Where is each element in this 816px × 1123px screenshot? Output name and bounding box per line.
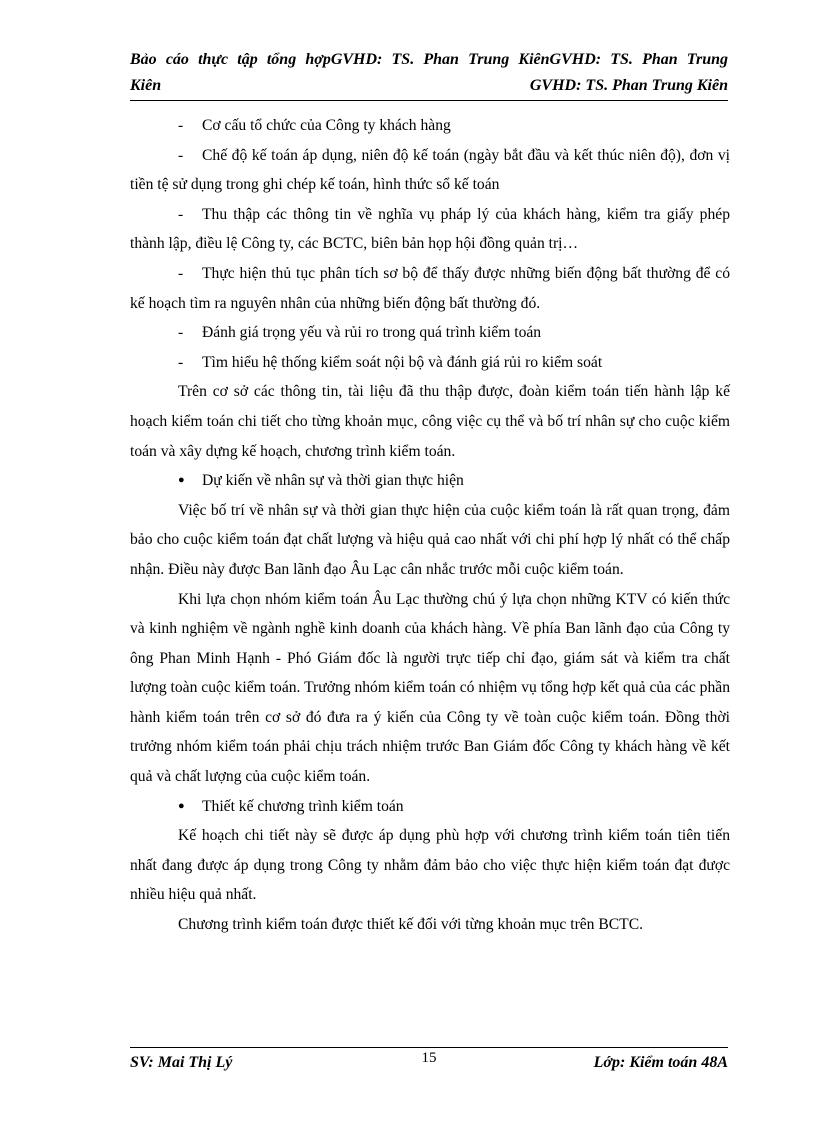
list-item-text: Thu thập các thông tin về nghĩa vụ pháp lý của khách hàng, kiểm tra giấy phép thành lập, điều lệ Công ty, các BCTC, biên bản họp hội đồng quản trị… (130, 205, 730, 253)
bullet-heading (130, 466, 730, 496)
paragraph: Việc bố trí về nhân sự và thời gian thực hiện của cuộc kiểm toán là rất quan trọng, đảm bảo cho cuộc kiểm toán đạt chất lượng và hiệu quả cao nhất với chi phí hợp lý nhất có thể chấp nhận. Điều này được Ban lãnh đạo Âu Lạc cân nhắc trước mỗi cuộc kiểm toán. (130, 501, 730, 578)
dash-marker: - (178, 264, 184, 282)
bullet-heading-text: Dự kiến về nhân sự và thời gian thực hiện (202, 472, 464, 490)
page-footer (130, 1050, 728, 1076)
footer-class: Lớp: Kiểm toán 48A (593, 1054, 728, 1071)
dash-marker: - (178, 353, 184, 371)
list-item (130, 200, 730, 259)
bullet-heading-text: Thiết kế chương trình kiểm toán (202, 797, 404, 815)
bullet-icon: ● (178, 474, 185, 487)
dash-marker: - (178, 324, 184, 342)
footer-student: SV: Mai Thị Lý (130, 1054, 233, 1071)
list-item (130, 111, 730, 141)
paragraph: Khi lựa chọn nhóm kiểm toán Âu Lạc thường chú ý lựa chọn những KTV có kiến thức và kinh nghiệm về ngành nghề kinh doanh của khách hàng. Về phía Ban lãnh đạo của Công ty ông Phan Minh Hạnh - Phó Giám đốc là người trực tiếp chỉ đạo, giám sát và kiểm tra chất lượng toàn cuộc kiểm toán. Trưởng nhóm kiểm toán có nhiệm vụ tổng hợp kết quả của các phần hành kiểm toán trên cơ sở đó đưa ra ý kiến của Công ty về toàn cuộc kiểm toán. Đồng thời trưởng nhóm kiểm toán phải chịu trách nhiệm trước Ban Giám đốc Công ty khách hàng về kết quả và chất lượng của cuộc kiểm toán. (130, 590, 730, 786)
list-item-text: Thực hiện thủ tục phân tích sơ bộ để thấy được những biến động bất thường để có kế hoạch tìm ra nguyên nhân của những biến động bất thường đó. (130, 264, 730, 312)
header-divider (130, 100, 728, 101)
bullet-icon: ● (178, 799, 185, 812)
list-item-text: Đánh giá trọng yếu và rủi ro trong quá trình kiểm toán (202, 324, 542, 342)
list-item-text: Tìm hiểu hệ thống kiểm soát nội bộ và đánh giá rủi ro kiểm soát (202, 353, 603, 371)
list-item-text: Chế độ kế toán áp dụng, niên độ kế toán (ngày bắt đầu và kết thúc niên độ), đơn vị tiền tệ sử dụng trong ghi chép kế toán, hình thức sổ kế toán (130, 146, 730, 194)
list-item (130, 141, 730, 200)
page-number: 15 (421, 1050, 437, 1066)
dash-marker: - (178, 117, 184, 134)
paragraph: Kế hoạch chi tiết này sẽ được áp dụng phù hợp với chương trình kiểm toán tiên tiến nhất đang được áp dụng trong Công ty nhằm đảm bảo cho việc thực hiện kiểm toán đạt được nhiều hiệu quả nhất. (130, 827, 730, 904)
list-item (130, 348, 730, 378)
list-item (130, 318, 730, 348)
dash-marker: - (178, 205, 184, 223)
header-line-2-right: GVHD: TS. Phan Trung Kiên (529, 77, 728, 94)
paragraph: Trên cơ sở các thông tin, tài liệu đã thu thập được, đoàn kiểm toán tiến hành lập kế hoạch kiểm toán chi tiết cho từng khoản mục, công việc cụ thể và bố trí nhân sự cho cuộc kiểm toán và xây dựng kế hoạch, chương trình kiểm toán. (130, 383, 730, 460)
dash-marker: - (178, 146, 184, 164)
list-item-text: Cơ cấu tổ chức của Công ty khách hàng (202, 117, 451, 134)
bullet-heading (130, 792, 730, 822)
list-item (130, 259, 730, 318)
document-body (130, 111, 730, 940)
header-line-2-left: Kiên (130, 77, 162, 94)
header-line-1: Bảo cáo thực tập tổng hợpGVHD: TS. Phan Trung KiênGVHD: TS. Phan Trung (130, 51, 728, 68)
paragraph: Chương trình kiểm toán được thiết kế đối với từng khoản mục trên BCTC. (178, 916, 644, 934)
page-header (130, 47, 728, 99)
header-line-2 (130, 73, 728, 99)
